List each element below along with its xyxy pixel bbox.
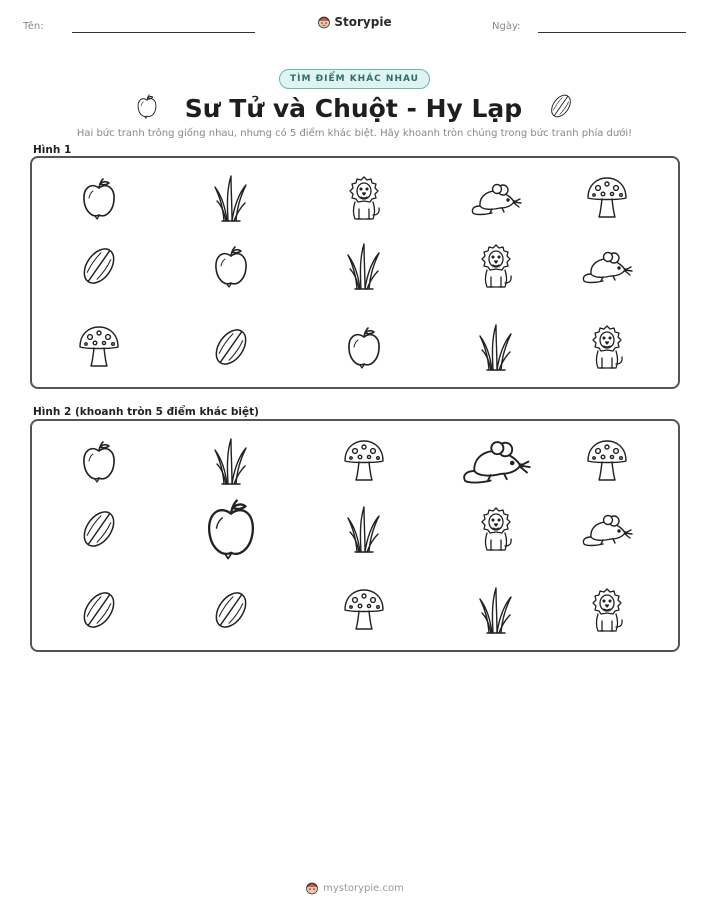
picture-2-panel[interactable] xyxy=(30,419,680,652)
storypie-mascot-icon xyxy=(305,881,319,895)
title-row xyxy=(0,88,709,128)
name-label: Tên: xyxy=(23,21,44,32)
mushroom-icon xyxy=(585,176,629,224)
brand-name: Storypie xyxy=(334,15,392,29)
apple-icon[interactable] xyxy=(79,439,119,487)
grass-icon xyxy=(346,241,382,295)
instructions: Hai bức tranh trông giống nhau, nhưng có 5 điểm khác biệt. Hãy khoanh tròn chúng trong bức tranh phía dưới! xyxy=(76,128,633,139)
activity-badge: TÌM ĐIỂM KHÁC NHAU xyxy=(279,69,430,89)
apple-icon xyxy=(79,176,119,224)
mouse-icon[interactable] xyxy=(581,511,633,551)
title-apple-icon xyxy=(135,93,159,123)
seed-icon[interactable] xyxy=(211,588,251,636)
title-seed-icon xyxy=(548,92,574,124)
lion-icon xyxy=(476,243,516,293)
grass-icon[interactable] xyxy=(346,504,382,558)
mouse-icon xyxy=(470,180,522,220)
seed-icon xyxy=(79,244,119,292)
apple-icon xyxy=(211,244,251,292)
brand-logo xyxy=(0,14,709,33)
grass-icon[interactable] xyxy=(478,585,514,639)
picture-1-label: Hình 1 xyxy=(33,144,72,156)
grass-icon[interactable] xyxy=(213,436,249,490)
lion-icon xyxy=(344,175,384,225)
mushroom-icon[interactable] xyxy=(585,439,629,487)
lion-icon xyxy=(587,324,627,374)
apple-icon[interactable] xyxy=(202,496,260,566)
date-label: Ngày: xyxy=(492,21,521,32)
seed-icon xyxy=(211,325,251,373)
grass-icon xyxy=(213,173,249,227)
lion-icon[interactable] xyxy=(587,587,627,637)
grass-icon xyxy=(478,322,514,376)
seed-icon[interactable] xyxy=(79,507,119,555)
mushroom-icon[interactable] xyxy=(342,588,386,636)
footer-url: mystorypie.com xyxy=(323,882,404,894)
mouse-icon[interactable] xyxy=(461,436,531,490)
mouse-icon xyxy=(581,248,633,288)
mushroom-icon xyxy=(77,325,121,373)
apple-icon xyxy=(344,325,384,373)
seed-icon[interactable] xyxy=(79,588,119,636)
lion-icon[interactable] xyxy=(476,506,516,556)
mushroom-icon[interactable] xyxy=(342,439,386,487)
page-title: Sư Tử và Chuột - Hy Lạp xyxy=(184,93,523,123)
picture-1-panel xyxy=(30,156,680,389)
footer xyxy=(0,880,709,899)
picture-2-label: Hình 2 (khoanh tròn 5 điểm khác biệt) xyxy=(33,406,259,418)
storypie-mascot-icon xyxy=(317,15,331,29)
